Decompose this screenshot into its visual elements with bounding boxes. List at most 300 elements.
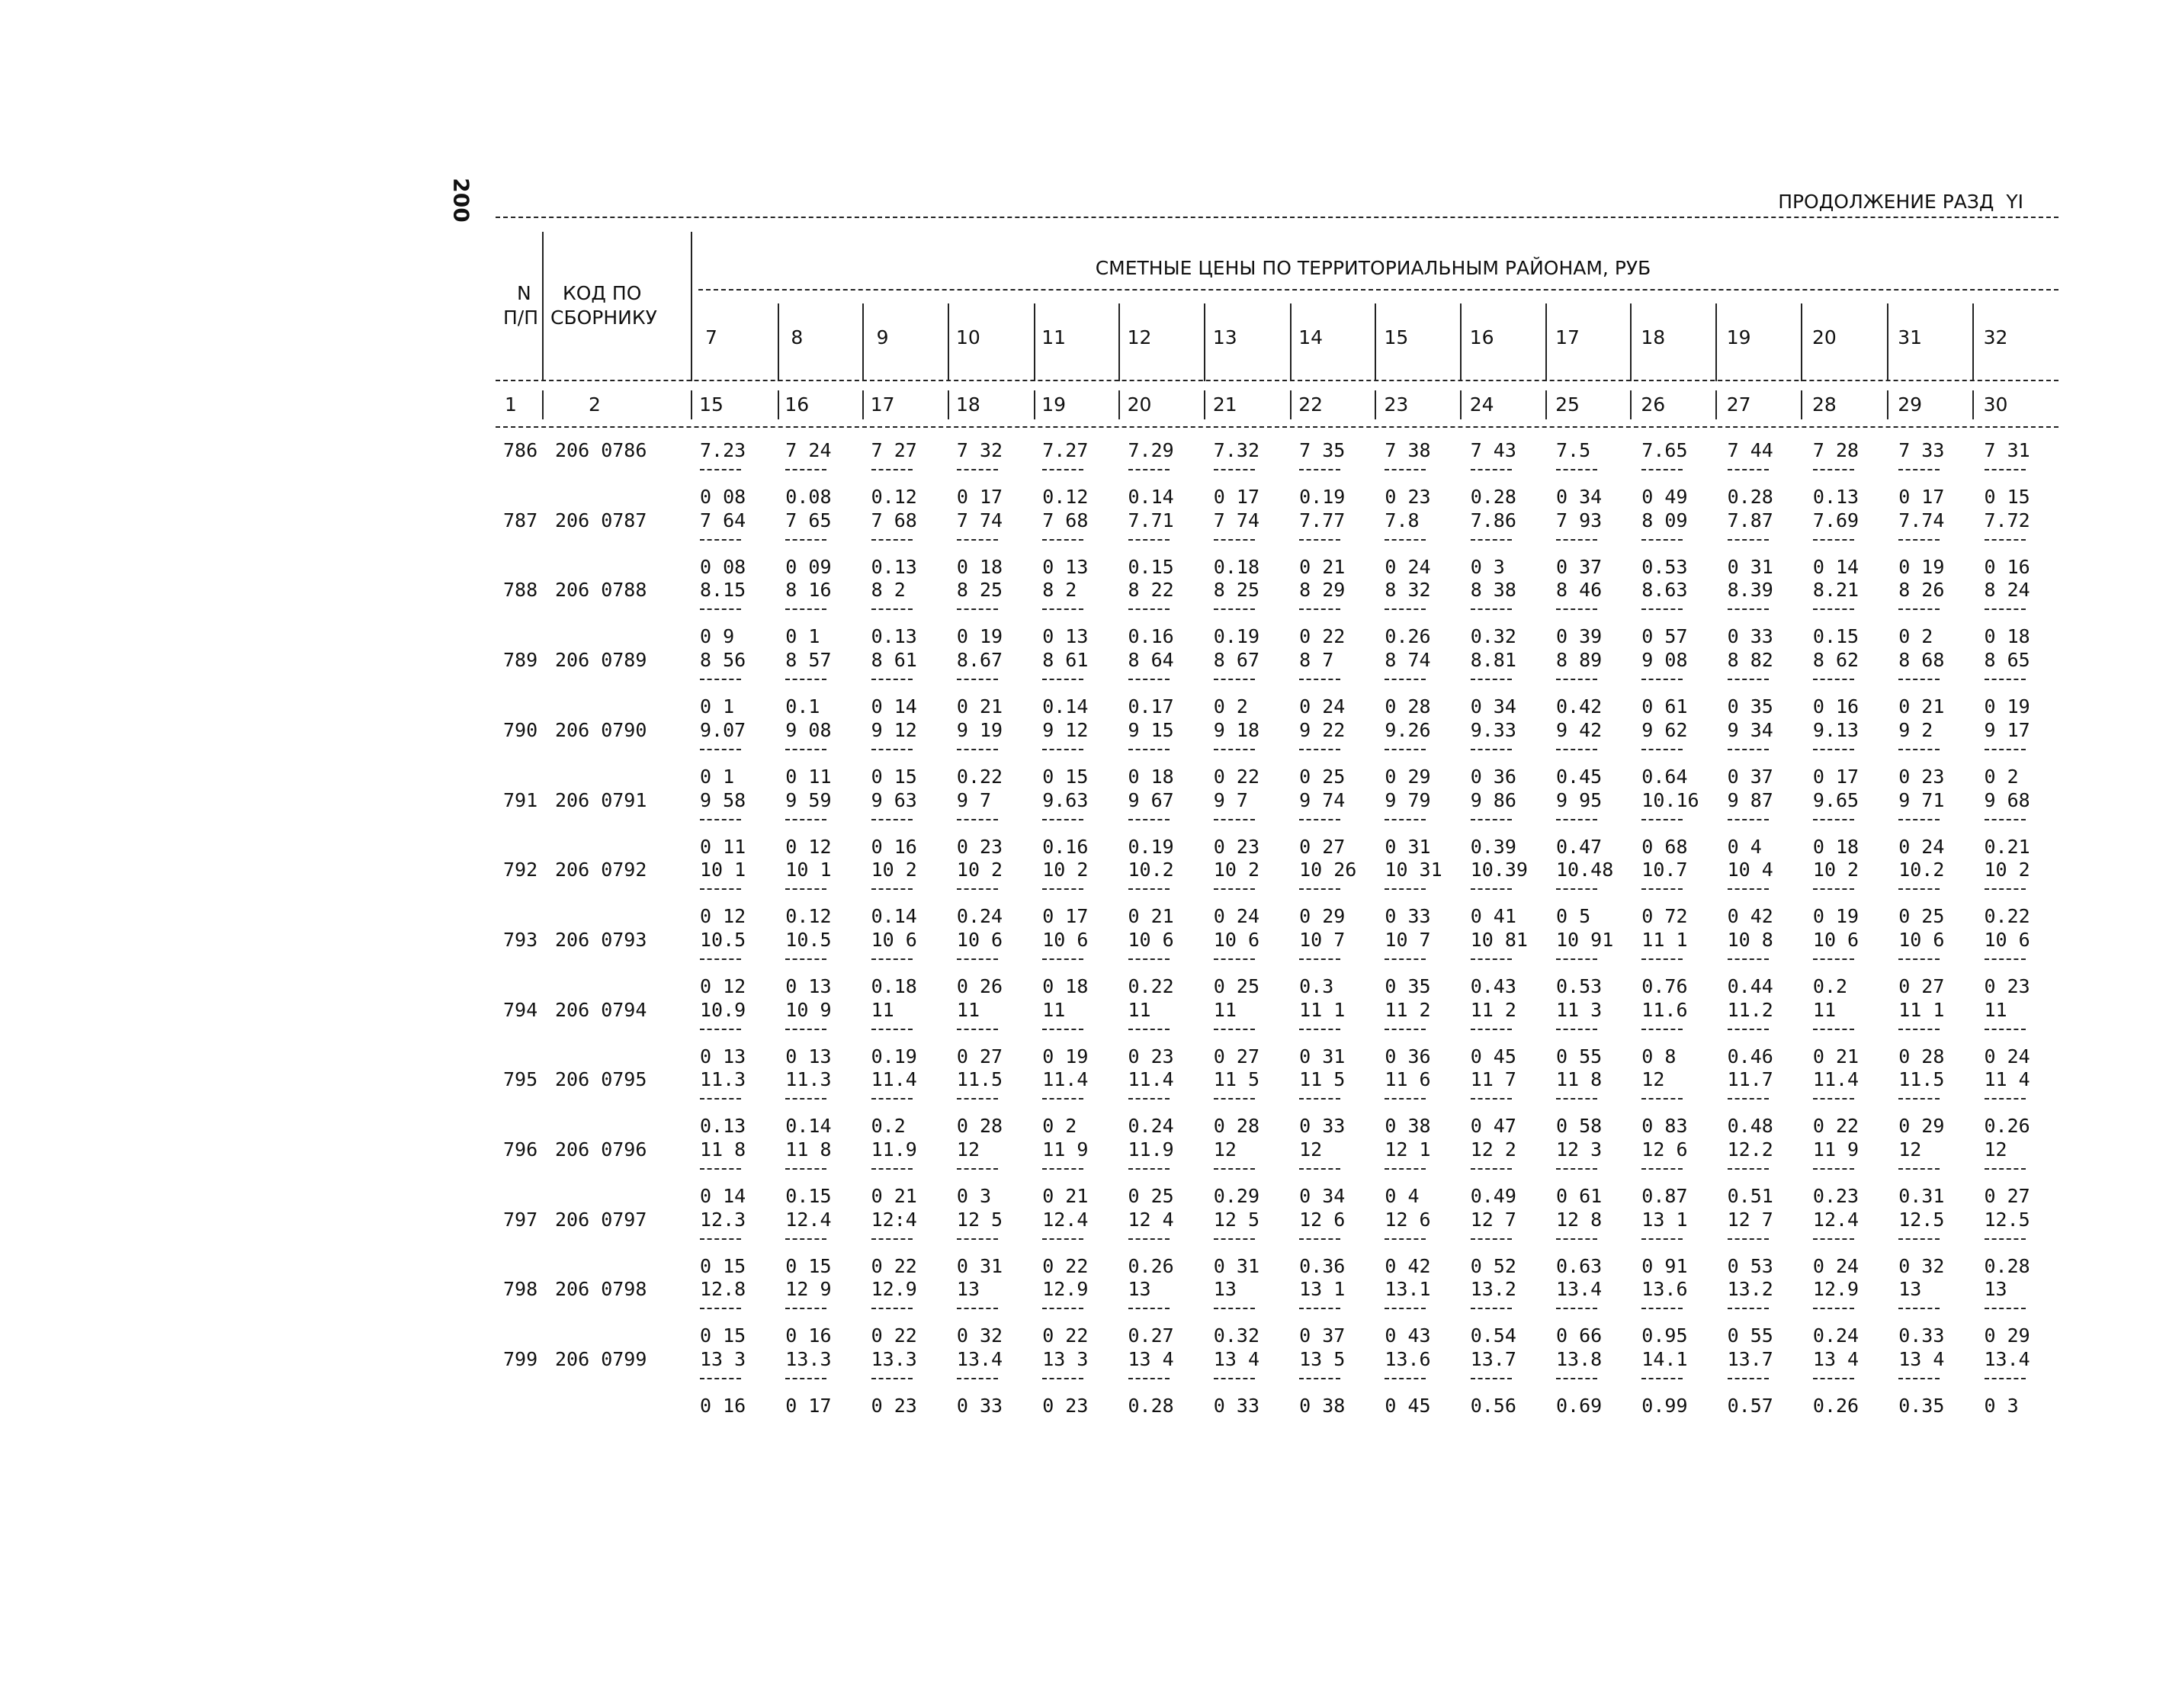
extra-cell: 0 13	[785, 1045, 832, 1068]
cell-rule	[1898, 1029, 1940, 1030]
extra-cell: 0.14	[871, 905, 917, 928]
price-cell: 13.4	[1984, 1348, 2030, 1371]
cell-rule	[1471, 1308, 1512, 1309]
price-cell: 11 6	[1385, 1068, 1431, 1091]
price-cell: 11	[1213, 998, 1237, 1021]
price-cell: 10 31	[1385, 859, 1442, 881]
cell-rule	[1299, 539, 1340, 541]
extra-cell: 0 52	[1470, 1254, 1516, 1277]
price-cell: 10 6	[871, 928, 917, 951]
index-col-30: 30	[1983, 393, 2008, 416]
price-cell: 7 38	[1385, 439, 1431, 461]
price-cell: 10.16	[1641, 788, 1699, 811]
cell-rule	[785, 679, 826, 680]
extra-cell: 0 27	[956, 1045, 1003, 1068]
extra-cell: 0.18	[871, 974, 917, 997]
cell-rule	[1385, 819, 1426, 820]
extra-cell: 0 14	[871, 695, 917, 718]
cell-rule	[1042, 608, 1083, 610]
price-cell: 10 6	[1812, 928, 1860, 951]
cell-rule	[1641, 1098, 1683, 1100]
district-9: 9	[876, 326, 889, 348]
price-cell: 8 29	[1299, 579, 1346, 602]
index-col-17: 17	[870, 393, 895, 416]
extra-cell: 0 27	[1299, 835, 1346, 858]
cell-rule	[785, 1168, 826, 1170]
price-cell: 7 93	[1556, 509, 1603, 531]
cell-rule	[1556, 1098, 1597, 1100]
price-cell: 7.71	[1128, 509, 1174, 531]
cell-rule	[700, 469, 741, 470]
cell-rule	[871, 1308, 913, 1309]
price-cell: 9 12	[1042, 718, 1089, 741]
extra-cell: 0 24	[1213, 905, 1260, 928]
extra-cell: 0 22	[1042, 1324, 1089, 1347]
cell-rule	[1641, 1168, 1683, 1170]
cell-rule	[1385, 1378, 1426, 1379]
district-12: 12	[1127, 326, 1152, 348]
extra-cell: 0.35	[1898, 1395, 1945, 1417]
price-cell: 12.5	[1898, 1208, 1945, 1231]
cell-rule	[1042, 749, 1083, 750]
price-cell: 12 8	[1556, 1208, 1603, 1231]
cell-rule	[700, 958, 741, 960]
extra-cell: 0 1	[700, 695, 735, 718]
cell-rule	[1985, 679, 2026, 680]
cell-rule	[1556, 679, 1597, 680]
extra-cell: 0 35	[1385, 974, 1431, 997]
cell-rule	[1042, 819, 1083, 820]
price-cell: 9 2	[1898, 718, 1933, 741]
price-cell: 9 71	[1898, 788, 1945, 811]
cell-rule	[1042, 958, 1083, 960]
price-cell: 8 26	[1898, 579, 1945, 602]
price-cell: 10 8	[1727, 928, 1773, 951]
price-cell: 7 65	[785, 509, 832, 531]
cell-rule	[785, 749, 826, 750]
cell-rule	[957, 1168, 998, 1170]
cell-rule	[1299, 1308, 1340, 1309]
price-cell: 12.4	[785, 1208, 832, 1231]
price-cell: 10.48	[1556, 859, 1614, 881]
extra-cell: 0 37	[1556, 555, 1603, 578]
price-cell: 13.3	[785, 1348, 832, 1371]
extra-cell: 0 33	[1299, 1115, 1346, 1138]
price-cell: 12 6	[1641, 1138, 1688, 1161]
district-20: 20	[1811, 326, 1837, 348]
price-cell: 8 46	[1556, 579, 1603, 602]
extra-cell: 0 23	[956, 835, 1003, 858]
price-cell: 13 3	[1042, 1348, 1089, 1371]
row-number: 788	[503, 579, 538, 602]
price-cell: 8 57	[785, 649, 832, 672]
price-cell: 9.63	[1042, 788, 1089, 811]
cell-rule	[1214, 749, 1255, 750]
extra-cell: 0 13	[1042, 555, 1089, 578]
district-16: 16	[1469, 326, 1494, 348]
cell-rule	[1471, 958, 1512, 960]
price-cell: 10 2	[1984, 859, 2030, 881]
index-col-16: 16	[785, 393, 810, 416]
extra-cell: 0 25	[1128, 1185, 1174, 1207]
district-15: 15	[1384, 326, 1409, 348]
price-cell: 7.74	[1898, 509, 1945, 531]
extra-cell: 0.19	[1128, 835, 1174, 858]
district-11: 11	[1041, 326, 1067, 348]
extra-cell: 0 14	[1812, 555, 1860, 578]
top-rule	[496, 217, 2058, 218]
cell-rule	[1728, 1378, 1769, 1379]
cell-rule	[1471, 1098, 1512, 1100]
price-cell: 12 5	[1213, 1208, 1260, 1231]
row-number: 791	[503, 788, 538, 811]
extra-cell: 0 27	[1213, 1045, 1260, 1068]
price-cell: 11	[871, 998, 894, 1021]
price-cell: 8.81	[1470, 649, 1516, 672]
extra-cell: 0 15	[700, 1324, 746, 1347]
cell-rule	[1128, 1308, 1170, 1309]
price-cell: 13.8	[1556, 1348, 1603, 1371]
extra-cell: 0.18	[1213, 555, 1260, 578]
extra-cell: 0 55	[1727, 1324, 1773, 1347]
price-cell: 8.67	[956, 649, 1003, 672]
cell-rule	[1898, 679, 1940, 680]
cell-rule	[1471, 1029, 1512, 1030]
price-cell: 10.2	[1128, 859, 1174, 881]
row-number: 796	[503, 1138, 538, 1161]
price-cell: 8 62	[1812, 649, 1860, 672]
cell-rule	[1042, 1098, 1083, 1100]
extra-cell: 0.27	[1128, 1324, 1174, 1347]
price-cell: 13	[1984, 1278, 2007, 1301]
cell-rule	[871, 608, 913, 610]
price-cell: 12 4	[1128, 1208, 1174, 1231]
extra-cell: 0 33	[956, 1395, 1003, 1417]
cell-rule	[1556, 608, 1597, 610]
extra-cell: 0 34	[1470, 695, 1516, 718]
price-cell: 7.8	[1385, 509, 1420, 531]
cell-rule	[1898, 749, 1940, 750]
cell-rule	[871, 1168, 913, 1170]
cell-rule	[1214, 1098, 1255, 1100]
price-cell: 11 3	[1556, 998, 1603, 1021]
cell-rule	[957, 1378, 998, 1379]
page-number: 200	[448, 178, 474, 223]
extra-cell: 0.46	[1727, 1045, 1773, 1068]
cell-rule	[700, 888, 741, 890]
price-cell: 11 7	[1470, 1068, 1516, 1091]
extra-cell: 0.24	[1812, 1324, 1860, 1347]
price-cell: 12 7	[1470, 1208, 1516, 1231]
price-cell: 10.5	[700, 928, 746, 951]
cell-rule	[1985, 539, 2026, 541]
cell-rule	[1728, 1098, 1769, 1100]
cell-rule	[1898, 819, 1940, 820]
cell-rule	[785, 539, 826, 541]
cell-rule	[1128, 469, 1170, 470]
cell-rule	[1985, 1378, 2026, 1379]
cell-rule	[1985, 1029, 2026, 1030]
extra-cell: 0 61	[1641, 695, 1688, 718]
extra-cell: 0 17	[785, 1395, 832, 1417]
price-cell: 8 7	[1299, 649, 1334, 672]
cell-rule	[1898, 958, 1940, 960]
price-cell: 7.27	[1042, 439, 1089, 461]
cell-rule	[1214, 888, 1255, 890]
cell-rule	[1556, 1238, 1597, 1240]
price-cell: 7 44	[1727, 439, 1773, 461]
price-cell: 11.3	[700, 1068, 746, 1091]
price-cell: 11 1	[1641, 928, 1688, 951]
price-cell: 12.2	[1727, 1138, 1773, 1161]
price-cell: 12.4	[1042, 1208, 1089, 1231]
extra-cell: 0 3	[956, 1185, 992, 1207]
extra-cell: 0 25	[1213, 974, 1260, 997]
price-cell: 8.63	[1641, 579, 1688, 602]
cell-rule	[1042, 539, 1083, 541]
cell-rule	[1641, 1378, 1683, 1379]
extra-cell: 0 23	[1213, 835, 1260, 858]
price-cell: 11 9	[1042, 1138, 1089, 1161]
price-cell: 8 32	[1385, 579, 1431, 602]
cell-rule	[957, 819, 998, 820]
price-cell: 13 4	[1213, 1348, 1260, 1371]
price-cell: 11	[1042, 998, 1066, 1021]
price-cell: 9.26	[1385, 718, 1431, 741]
price-cell: 7 68	[1042, 509, 1089, 531]
cell-rule	[785, 1098, 826, 1100]
cell-rule	[1128, 608, 1170, 610]
cell-rule	[1214, 1168, 1255, 1170]
cell-rule	[1556, 469, 1597, 470]
cell-rule	[1728, 958, 1769, 960]
price-cell: 10.2	[1898, 859, 1945, 881]
cell-rule	[1813, 958, 1854, 960]
price-cell: 7 74	[956, 509, 1003, 531]
extra-cell: 0 58	[1556, 1115, 1603, 1138]
price-cell: 12	[1641, 1068, 1665, 1091]
extra-cell: 0 23	[1984, 974, 2030, 997]
cell-rule	[1471, 608, 1512, 610]
cell-rule	[1214, 679, 1255, 680]
cell-rule	[1641, 608, 1683, 610]
price-cell: 8 61	[871, 649, 917, 672]
row-code: 206 0792	[555, 859, 647, 881]
cell-rule	[1985, 1098, 2026, 1100]
extra-cell: 0 08	[700, 486, 746, 508]
extra-cell: 0 31	[1385, 835, 1431, 858]
extra-cell: 0 36	[1470, 765, 1516, 788]
extra-cell: 0 38	[1385, 1115, 1431, 1138]
extra-cell: 0.26	[1128, 1254, 1174, 1277]
extra-cell: 0.13	[871, 555, 917, 578]
cell-rule	[700, 608, 741, 610]
price-cell: 13.6	[1641, 1278, 1688, 1301]
row-number: 792	[503, 859, 538, 881]
extra-cell: 0 12	[785, 835, 832, 858]
price-cell: 9 18	[1213, 718, 1260, 741]
price-cell: 12	[956, 1138, 980, 1161]
cell-rule	[785, 1029, 826, 1030]
cell-rule	[1471, 888, 1512, 890]
cell-rule	[1813, 679, 1854, 680]
price-cell: 10.5	[785, 928, 832, 951]
price-cell: 11.9	[1128, 1138, 1174, 1161]
row-number: 795	[503, 1068, 538, 1091]
extra-cell: 0 11	[785, 765, 832, 788]
price-cell: 7 31	[1984, 439, 2030, 461]
extra-cell: 0.99	[1641, 1395, 1688, 1417]
cell-rule	[1128, 819, 1170, 820]
price-cell: 7.86	[1470, 509, 1516, 531]
extra-cell: 0.17	[1128, 695, 1174, 718]
cell-rule	[700, 1308, 741, 1309]
extra-cell: 0 15	[1984, 486, 2030, 508]
extra-cell: 0 31	[1727, 555, 1773, 578]
extra-cell: 0 72	[1641, 905, 1688, 928]
extra-cell: 0.31	[1898, 1185, 1945, 1207]
extra-cell: 0.14	[785, 1115, 832, 1138]
extra-cell: 0 33	[1213, 1395, 1260, 1417]
extra-cell: 0.22	[1984, 905, 2030, 928]
index-col-1: 1	[505, 393, 517, 416]
district-31: 31	[1898, 326, 1923, 348]
price-cell: 13 3	[700, 1348, 746, 1371]
price-cell: 12 9	[785, 1278, 832, 1301]
extra-cell: 0 22	[871, 1254, 917, 1277]
price-cell: 13 5	[1299, 1348, 1346, 1371]
extra-cell: 0 28	[1213, 1115, 1260, 1138]
price-cell: 11.6	[1641, 998, 1688, 1021]
price-cell: 11.7	[1727, 1068, 1773, 1091]
cell-rule	[1299, 608, 1340, 610]
extra-cell: 0.22	[1128, 974, 1174, 997]
district-7: 7	[705, 326, 717, 348]
cell-rule	[1385, 1029, 1426, 1030]
cell-rule	[1556, 1378, 1597, 1379]
cell-rule	[1299, 1029, 1340, 1030]
price-cell: 8 16	[785, 579, 832, 602]
price-cell: 9 86	[1470, 788, 1516, 811]
price-cell: 9 63	[871, 788, 917, 811]
cell-rule	[1042, 888, 1083, 890]
price-cell: 11.9	[871, 1138, 917, 1161]
extra-cell: 0 53	[1727, 1254, 1773, 1277]
cell-rule	[1985, 888, 2026, 890]
extra-cell: 0 37	[1727, 765, 1773, 788]
price-cell: 11 2	[1470, 998, 1516, 1021]
cell-rule	[1728, 888, 1769, 890]
cell-rule	[1214, 1378, 1255, 1379]
cell-rule	[957, 469, 998, 470]
cell-rule	[1813, 1378, 1854, 1379]
cell-rule	[1299, 1378, 1340, 1379]
extra-cell: 0 2	[1213, 695, 1248, 718]
cell-rule	[785, 819, 826, 820]
price-cell: 9 95	[1556, 788, 1603, 811]
cell-rule	[1214, 1029, 1255, 1030]
cell-rule	[1214, 1238, 1255, 1240]
price-cell: 10 2	[956, 859, 1003, 881]
extra-cell: 0.45	[1556, 765, 1603, 788]
price-cell: 7 35	[1299, 439, 1346, 461]
price-cell: 7 64	[700, 509, 746, 531]
extra-cell: 0 24	[1812, 1254, 1860, 1277]
price-cell: 11.4	[1812, 1068, 1860, 1091]
extra-cell: 0 29	[1898, 1115, 1945, 1138]
extra-cell: 0 13	[700, 1045, 746, 1068]
cell-rule	[1299, 888, 1340, 890]
extra-cell: 0 57	[1641, 625, 1688, 648]
cell-rule	[871, 958, 913, 960]
cell-rule	[700, 679, 741, 680]
price-cell: 12:4	[871, 1208, 917, 1231]
extra-cell: 0 27	[1898, 974, 1945, 997]
price-cell: 8 2	[1042, 579, 1077, 602]
cell-rule	[871, 679, 913, 680]
index-col-2: 2	[589, 393, 601, 416]
cell-rule	[1728, 749, 1769, 750]
price-cell: 9 08	[1641, 649, 1688, 672]
row-code: 206 0795	[555, 1068, 647, 1091]
price-cell: 9.65	[1812, 788, 1860, 811]
cell-rule	[1641, 539, 1683, 541]
cell-rule	[785, 469, 826, 470]
cell-rule	[871, 1238, 913, 1240]
row-code: 206 0789	[555, 649, 647, 672]
price-cell: 12.9	[871, 1278, 917, 1301]
price-cell: 10.7	[1641, 859, 1688, 881]
cell-rule	[785, 888, 826, 890]
price-cell: 9 79	[1385, 788, 1431, 811]
cell-rule	[1042, 1238, 1083, 1240]
price-cell: 8 61	[1042, 649, 1089, 672]
cell-rule	[1471, 679, 1512, 680]
cell-rule	[1728, 679, 1769, 680]
cell-rule	[1641, 1238, 1683, 1240]
cell-rule	[1214, 958, 1255, 960]
extra-cell: 0 15	[785, 1254, 832, 1277]
extra-cell: 0 16	[700, 1395, 746, 1417]
extra-cell: 0.13	[1812, 486, 1860, 508]
prices-title: СМЕТНЫЕ ЦЕНЫ ПО ТЕРРИТОРИАЛЬНЫМ РАЙОНАМ, РУБ	[1095, 257, 1651, 279]
price-cell: 8 22	[1128, 579, 1174, 602]
price-cell: 7.87	[1727, 509, 1773, 531]
extra-cell: 0.57	[1727, 1395, 1773, 1417]
extra-cell: 0 23	[1898, 765, 1945, 788]
index-col-28: 28	[1811, 393, 1837, 416]
extra-cell: 0 13	[785, 974, 832, 997]
index-col-27: 27	[1726, 393, 1751, 416]
cell-rule	[1728, 1029, 1769, 1030]
cell-rule	[1214, 469, 1255, 470]
cell-rule	[1641, 679, 1683, 680]
price-cell: 9 7	[1213, 788, 1248, 811]
price-cell: 8 67	[1213, 649, 1260, 672]
extra-cell: 0 31	[1299, 1045, 1346, 1068]
price-cell: 12 2	[1470, 1138, 1516, 1161]
extra-cell: 0 3	[1470, 555, 1505, 578]
extra-cell: 0 15	[700, 1254, 746, 1277]
extra-cell: 0 28	[1385, 695, 1431, 718]
price-cell: 9 87	[1727, 788, 1773, 811]
index-col-29: 29	[1898, 393, 1923, 416]
price-cell: 12.5	[1984, 1208, 2030, 1231]
extra-cell: 0.29	[1213, 1185, 1260, 1207]
extra-cell: 0 23	[871, 1395, 917, 1417]
cell-rule	[1128, 749, 1170, 750]
price-cell: 10 1	[700, 859, 746, 881]
